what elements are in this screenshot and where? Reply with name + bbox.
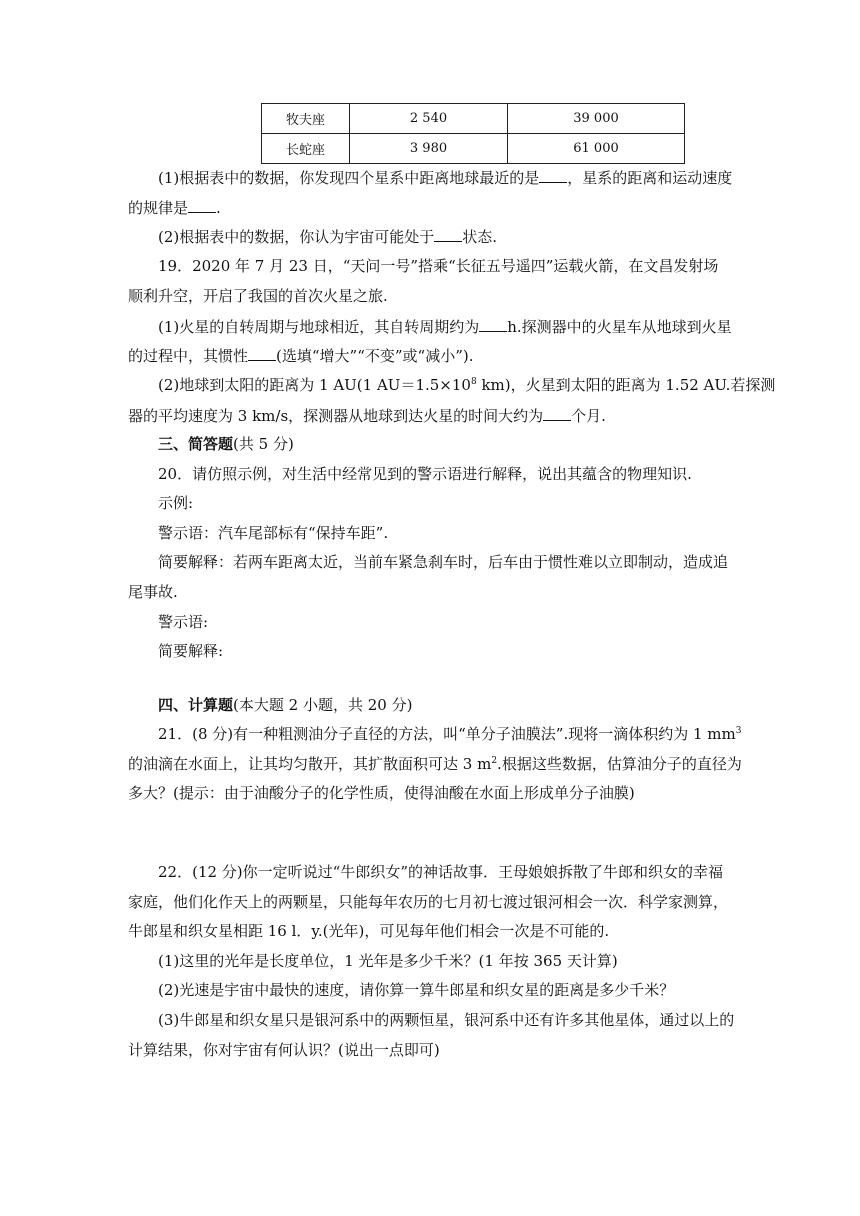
answer-blank[interactable]	[539, 167, 567, 183]
galaxy-distance: 2 540	[350, 104, 508, 134]
q21-line1	[158, 724, 741, 744]
galaxy-table	[261, 103, 685, 164]
galaxy-name: 长蛇座	[262, 134, 350, 164]
q20-example-label: 示例:	[158, 494, 194, 512]
q21-line2	[128, 754, 742, 774]
heading-score: (本大题 2 小题，共 20 分)	[233, 696, 413, 714]
q18-part1-line1	[158, 167, 732, 188]
galaxy-distance: 3 980	[350, 134, 508, 164]
q20-example-warning: 警示语：汽车尾部标有“保持车距”.	[158, 524, 389, 542]
text: 21．(8 分)有一种粗测油分子直径的方法，叫“单分子油膜法”.现将一滴体积约为 1 mm	[158, 725, 736, 743]
text: (2)根据表中的数据，你认为宇宙可能处于	[158, 228, 435, 246]
q22-part3-line2: 计算结果，你对宇宙有何认识？(说出一点即可)	[128, 1041, 440, 1059]
galaxy-name: 牧夫座	[262, 104, 350, 134]
q19-part1-line2	[128, 345, 474, 366]
answer-blank[interactable]	[434, 226, 462, 242]
text: .	[216, 199, 221, 217]
q19-stem-line2: 顺利升空，开启了我国的首次火星之旅.	[128, 287, 388, 305]
q22-line1: 22．(12 分)你一定听说过“牛郎织女”的神话故事．王母娘娘拆散了牛郎和织女的幸福	[158, 863, 723, 881]
q22-line3: 牛郎星和织女星相距 16 l．y.(光年)，可见每年他们相会一次是不可能的.	[128, 922, 610, 940]
heading-score: (共 5 分)	[233, 435, 294, 453]
q18-part2	[158, 226, 497, 247]
answer-blank[interactable]	[479, 316, 507, 332]
answer-blank[interactable]	[248, 345, 276, 361]
q22-part1: (1)这里的光年是长度单位，1 光年是多少千米？(1 年按 365 天计算)	[158, 952, 618, 970]
text: 的过程中，其惯性	[128, 347, 249, 365]
q22-line2: 家庭，他们化作天上的两颗星，只能每年农历的七月初七渡过银河相会一次．科学家测算，	[128, 893, 729, 911]
heading-text: 四、计算题	[158, 696, 234, 714]
galaxy-speed: 61 000	[508, 134, 685, 164]
section3-heading	[158, 434, 294, 454]
q19-stem-line1: 19．2020 年 7 月 23 日，“天问一号”搭乘“长征五号遥四”运载火箭，在文昌发射场	[158, 257, 719, 275]
galaxy-speed: 39 000	[508, 104, 685, 134]
text: (1)火星的自转周期与地球相近，其自转周期约为	[158, 318, 480, 336]
table-row	[262, 134, 685, 164]
text: 个月.	[571, 407, 606, 425]
text: 器的平均速度为 3 km/s，探测器从地球到达火星的时间大约为	[128, 407, 544, 425]
text: .根据这些数据，估算油分子的直径为	[497, 755, 742, 773]
q20-example-explain-line1: 简要解释：若两车距离太近，当前车紧急刹车时，后车由于惯性难以立即制动，造成追	[158, 553, 729, 571]
text: km)，火星到太阳的距离为 1.52 AU.若探测	[476, 376, 776, 394]
q22-part3-line1: (3)牛郎星和织女星只是银河系中的两颗恒星，银河系中还有许多其他星体，通过以上的	[158, 1011, 735, 1029]
exponent: 3	[735, 726, 742, 736]
text: (选填“增大”“不变”或“减小”).	[276, 347, 474, 365]
exponent: 2	[491, 756, 498, 766]
q19-part1-line1	[158, 316, 732, 337]
q20-warning-answer: 警示语:	[158, 613, 209, 631]
text: ，星系的距离和运动速度	[567, 169, 733, 187]
q19-part2-line1	[158, 375, 775, 395]
text: 的油滴在水面上，让其均匀散开，其扩散面积可达 3 m	[128, 755, 492, 773]
q20-stem: 20．请仿照示例，对生活中经常见到的警示语进行解释，说出其蕴含的物理知识.	[158, 465, 692, 483]
q18-part1-line2	[128, 197, 221, 218]
answer-blank[interactable]	[543, 405, 571, 421]
q19-part2-line2	[128, 405, 606, 426]
section4-heading	[158, 695, 412, 715]
text: h.探测器中的火星车从地球到火星	[507, 318, 732, 336]
q20-example-explain-line2: 尾事故.	[128, 583, 178, 601]
q20-explain-answer: 简要解释:	[158, 642, 224, 660]
answer-blank[interactable]	[188, 197, 216, 213]
q21-line3: 多大？(提示：由于油酸分子的化学性质，使得油酸在水面上形成单分子油膜)	[128, 784, 635, 802]
exponent: 8	[470, 377, 477, 387]
heading-text: 三、简答题	[158, 435, 234, 453]
text: (1)根据表中的数据，你发现四个星系中距离地球最近的是	[158, 169, 540, 187]
table-row	[262, 104, 685, 134]
text: (2)地球到太阳的距离为 1 AU(1 AU＝1.5×10	[158, 376, 471, 394]
text: 的规律是	[128, 199, 189, 217]
text: 状态.	[462, 228, 498, 246]
q22-part2: (2)光速是宇宙中最快的速度，请你算一算牛郎星和织女星的距离是多少千米？	[158, 981, 675, 999]
